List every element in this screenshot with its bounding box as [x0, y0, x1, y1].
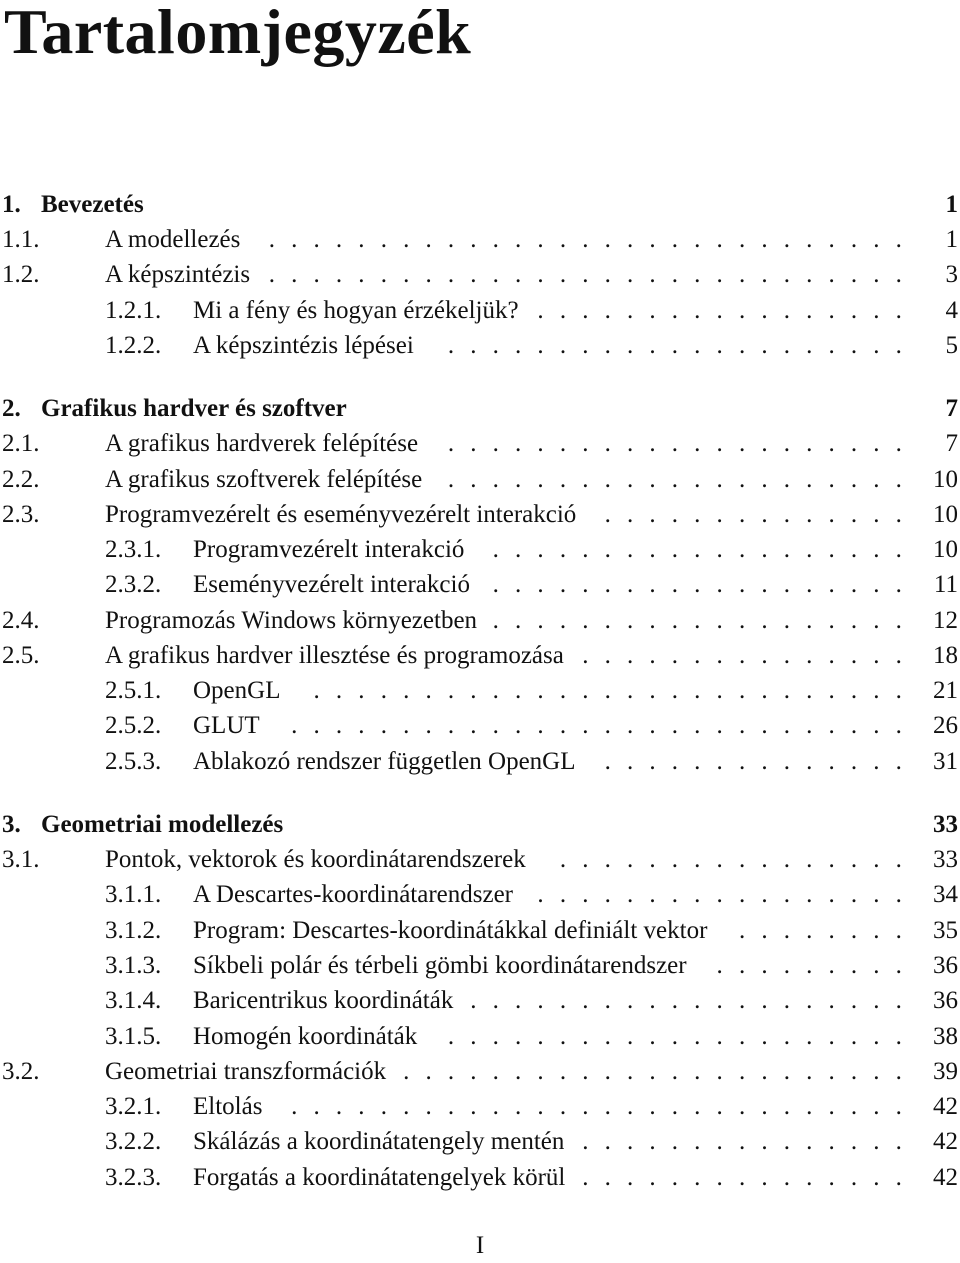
toc-entry[interactable]: [0, 1054, 960, 1089]
dot-leader: ................: [559, 846, 902, 873]
toc-entry-page: 31: [933, 748, 958, 775]
toc-entry-page: 35: [933, 917, 958, 944]
dot-leader: ...............: [582, 642, 902, 669]
toc-entry-page: 1: [945, 226, 958, 253]
dot-leader: ...........................: [313, 677, 902, 704]
toc-entry-title: Eseményvezérelt interakció: [193, 571, 470, 598]
dot-leader: ........: [738, 917, 902, 944]
toc-entry-page: 36: [933, 952, 958, 979]
toc-entry-page: 42: [933, 1128, 958, 1155]
toc-entry[interactable]: [0, 328, 960, 363]
toc-entry-title: Programvezérelt és eseményvezérelt interakció: [105, 501, 577, 528]
dot-leader: .....................: [447, 1023, 902, 1050]
toc-entry[interactable]: [0, 603, 960, 638]
dot-leader: ...............: [582, 1128, 902, 1155]
toc-entry-number: 2.5.3.: [105, 748, 162, 775]
toc-entry-number: 1.: [2, 191, 21, 218]
toc-entry-title: GLUT: [193, 712, 260, 739]
toc-entry-title: Grafikus hardver és szoftver: [41, 395, 347, 422]
toc-entry-number: 1.2.1.: [105, 297, 162, 324]
toc-entry-page: 21: [933, 677, 958, 704]
toc-entry-title: A Descartes-koordinátarendszer: [193, 881, 513, 908]
toc-entry-title: Síkbeli polár és térbeli gömbi koordinátarendszer: [193, 952, 687, 979]
toc-entry[interactable]: [0, 1160, 960, 1195]
dot-leader: ....................: [470, 987, 902, 1014]
toc-entry-number: 2.3.2.: [105, 571, 162, 598]
toc-entry-page: 33: [933, 811, 958, 838]
toc-entry-number: 3.: [2, 811, 21, 838]
toc-entry-number: 2.3.: [2, 501, 40, 528]
toc-entry[interactable]: [0, 567, 960, 602]
toc-entry-page: 7: [945, 430, 958, 457]
toc-chapter[interactable]: [0, 391, 960, 426]
toc-entry-number: 2.2.: [2, 466, 40, 493]
toc-entry-page: 10: [933, 466, 958, 493]
toc-entry-page: 10: [933, 501, 958, 528]
toc-entry-page: 36: [933, 987, 958, 1014]
toc-entry-title: A grafikus szoftverek felépítése: [105, 466, 423, 493]
toc-entry-number: 3.2.2.: [105, 1128, 162, 1155]
toc-entry-number: 1.1.: [2, 226, 40, 253]
toc-chapter[interactable]: [0, 807, 960, 842]
toc-entry[interactable]: [0, 877, 960, 912]
dot-leader: ...............: [582, 1164, 902, 1191]
toc-entry-page: 39: [933, 1058, 958, 1085]
toc-entry[interactable]: [0, 638, 960, 673]
dot-leader: .......................: [403, 1058, 902, 1085]
toc-entry-number: 3.1.4.: [105, 987, 162, 1014]
dot-leader: .................: [537, 881, 902, 908]
toc-entry-number: 1.2.2.: [105, 332, 162, 359]
dot-leader: .................: [537, 297, 902, 324]
dot-leader: ............................: [291, 1093, 902, 1120]
toc-entry-number: 3.2.1.: [105, 1093, 162, 1120]
toc-entry[interactable]: [0, 744, 960, 779]
toc-chapter[interactable]: [0, 187, 960, 222]
dot-leader: ..............: [604, 748, 902, 775]
toc-entry[interactable]: [0, 293, 960, 328]
toc-entry-number: 1.2.: [2, 261, 40, 288]
toc-entry-page: 4: [945, 297, 958, 324]
toc-entry-title: Baricentrikus koordináták: [193, 987, 454, 1014]
toc-entry-number: 2.3.1.: [105, 536, 162, 563]
dot-leader: .....................: [447, 430, 902, 457]
toc-entry-title: Program: Descartes-koordinátákkal definiált vektor: [193, 917, 708, 944]
toc-entry[interactable]: [0, 673, 960, 708]
toc-entry-number: 2.1.: [2, 430, 40, 457]
toc-entry-title: Skálázás a koordinátatengely mentén: [193, 1128, 565, 1155]
dot-leader: ...................: [492, 607, 902, 634]
toc-entry-title: Pontok, vektorok és koordinátarendszerek: [105, 846, 526, 873]
toc-entry-number: 3.1.2.: [105, 917, 162, 944]
toc-entry-number: 2.: [2, 395, 21, 422]
toc-entry-page: 18: [933, 642, 958, 669]
toc-entry-title: Bevezetés: [41, 191, 144, 218]
toc-entry-number: 2.5.2.: [105, 712, 162, 739]
toc-entry[interactable]: [0, 913, 960, 948]
toc-entry-title: Geometriai transzformációk: [105, 1058, 387, 1085]
toc-entry-title: Programvezérelt interakció: [193, 536, 465, 563]
toc-entry-number: 3.2.3.: [105, 1164, 162, 1191]
toc-entry-title: Eltolás: [193, 1093, 263, 1120]
toc-entry-number: 3.1.5.: [105, 1023, 162, 1050]
toc-entry[interactable]: [0, 1124, 960, 1159]
toc-entry[interactable]: [0, 222, 960, 257]
toc-entry-page: 5: [945, 332, 958, 359]
toc-entry-number: 3.2.: [2, 1058, 40, 1085]
toc-entry-page: 10: [933, 536, 958, 563]
toc-entry-title: OpenGL: [193, 677, 281, 704]
toc-entry-page: 33: [933, 846, 958, 873]
toc-entry-page: 3: [945, 261, 958, 288]
dot-leader: ...................: [492, 571, 902, 598]
toc-entry[interactable]: [0, 1019, 960, 1054]
toc-entry[interactable]: [0, 708, 960, 743]
toc-entry[interactable]: [0, 257, 960, 292]
dot-leader: .............................: [268, 261, 902, 288]
toc-entry[interactable]: [0, 948, 960, 983]
toc-entry-number: 3.1.: [2, 846, 40, 873]
toc-entry[interactable]: [0, 497, 960, 532]
toc-entry-page: 11: [933, 571, 958, 598]
toc-entry-title: Ablakozó rendszer független OpenGL: [193, 748, 576, 775]
toc-entry-page: 42: [933, 1093, 958, 1120]
toc-entry-title: A grafikus hardver illesztése és programozása: [105, 642, 564, 669]
toc-entry-number: 2.5.1.: [105, 677, 162, 704]
toc-entry[interactable]: [0, 983, 960, 1018]
dot-leader: .............................: [268, 226, 902, 253]
toc-entry-title: Forgatás a koordinátatengelyek körül: [193, 1164, 566, 1191]
toc-entry-title: Geometriai modellezés: [41, 811, 284, 838]
toc-entry-title: Mi a fény és hogyan érzékeljük?: [193, 297, 519, 324]
dot-leader: ...................: [492, 536, 902, 563]
toc-entry[interactable]: [0, 1089, 960, 1124]
toc-entry-page: 26: [933, 712, 958, 739]
page-number-footer: I: [475, 1232, 485, 1259]
dot-leader: .....................: [447, 332, 902, 359]
dot-leader: ............................: [291, 712, 902, 739]
toc-entry-title: A képszintézis: [105, 261, 251, 288]
toc-entry[interactable]: [0, 842, 960, 877]
dot-leader: ..............: [604, 501, 902, 528]
toc-entry-page: 34: [933, 881, 958, 908]
toc-entry-title: Programozás Windows környezetben: [105, 607, 478, 634]
toc-entry-page: 42: [933, 1164, 958, 1191]
toc-entry-page: 7: [945, 395, 958, 422]
dot-leader: .........: [716, 952, 902, 979]
toc-entry-title: Homogén koordináták: [193, 1023, 418, 1050]
toc-entry[interactable]: [0, 426, 960, 461]
toc-entry-title: A modellezés: [105, 226, 241, 253]
toc-entry-page: 12: [933, 607, 958, 634]
toc-entry-number: 2.5.: [2, 642, 40, 669]
toc-entry[interactable]: [0, 532, 960, 567]
page-title: Tartalomjegyzék: [4, 0, 472, 67]
toc-entry-page: 38: [933, 1023, 958, 1050]
toc-entry-title: A képszintézis lépései: [193, 332, 414, 359]
toc-entry-title: A grafikus hardverek felépítése: [105, 430, 419, 457]
toc-entry[interactable]: [0, 462, 960, 497]
toc-entry-number: 3.1.3.: [105, 952, 162, 979]
toc-entry-number: 2.4.: [2, 607, 40, 634]
toc-entry-number: 3.1.1.: [105, 881, 162, 908]
dot-leader: .....................: [447, 466, 902, 493]
toc-entry-page: 1: [945, 191, 958, 218]
